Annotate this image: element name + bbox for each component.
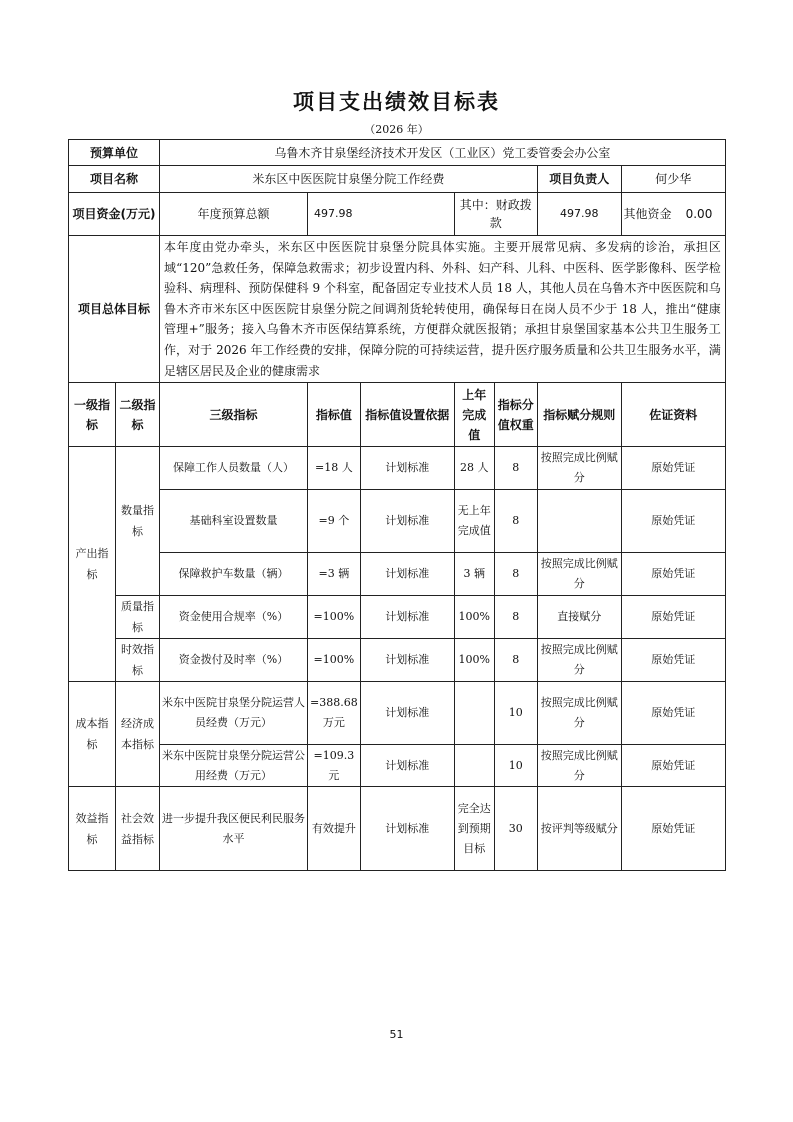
performance-table bbox=[68, 139, 726, 871]
indicator-rule: 按照完成比例赋分 bbox=[537, 553, 621, 596]
page-number: 51 bbox=[389, 1028, 404, 1041]
indicator-evidence: 原始凭证 bbox=[621, 682, 725, 745]
other-funds-label: 其他资金 bbox=[623, 207, 672, 221]
indicator-weight: 30 bbox=[494, 787, 537, 871]
indicator-value: =388.68 万元 bbox=[308, 682, 361, 745]
level2-economic-cost: 经济成本指标 bbox=[116, 682, 160, 787]
annual-total-label: 年度预算总额 bbox=[160, 193, 308, 236]
project-funds-label: 项目资金(万元) bbox=[69, 193, 160, 236]
level2-quantity: 数量指标 bbox=[116, 447, 160, 596]
other-funds-value: 0.00 bbox=[685, 207, 713, 221]
indicator-evidence: 原始凭证 bbox=[621, 639, 725, 682]
project-name-value: 米东区中医医院甘泉堡分院工作经费 bbox=[160, 166, 538, 193]
level2-timeliness: 时效指标 bbox=[116, 639, 160, 682]
indicator-prev: 无上年完成值 bbox=[454, 490, 494, 553]
project-leader-value: 何少华 bbox=[621, 166, 725, 193]
indicator-basis: 计划标准 bbox=[360, 447, 454, 490]
table-row bbox=[69, 490, 726, 553]
year-label: （2026 年） bbox=[364, 123, 429, 136]
indicator-value: =9 个 bbox=[308, 490, 361, 553]
header-level3: 三级指标 bbox=[160, 383, 308, 447]
header-evidence: 佐证资料 bbox=[621, 383, 725, 447]
indicator-rule: 按照完成比例赋分 bbox=[537, 639, 621, 682]
indicator-evidence: 原始凭证 bbox=[621, 447, 725, 490]
indicator-basis: 计划标准 bbox=[360, 682, 454, 745]
fiscal-value: 497.98 bbox=[537, 193, 621, 236]
annual-total-value: 497.98 bbox=[308, 193, 455, 236]
indicator-prev: 100% bbox=[454, 639, 494, 682]
level2-quality: 质量指标 bbox=[116, 596, 160, 639]
indicator-prev: 100% bbox=[454, 596, 494, 639]
indicator-weight: 8 bbox=[494, 596, 537, 639]
level1-benefit: 效益指标 bbox=[69, 787, 116, 871]
indicator-name: 保障救护车数量（辆） bbox=[160, 553, 308, 596]
indicator-basis: 计划标准 bbox=[360, 553, 454, 596]
indicator-rule: 按照完成比例赋分 bbox=[537, 682, 621, 745]
indicator-evidence: 原始凭证 bbox=[621, 596, 725, 639]
budget-unit-label: 预算单位 bbox=[69, 140, 160, 166]
indicator-prev: 完全达到预期目标 bbox=[454, 787, 494, 871]
page-title: 项目支出绩效目标表 bbox=[293, 90, 500, 114]
indicator-prev bbox=[454, 682, 494, 745]
level1-cost: 成本指标 bbox=[69, 682, 116, 787]
indicator-name: 基础科室设置数量 bbox=[160, 490, 308, 553]
indicator-rule bbox=[537, 490, 621, 553]
indicator-weight: 10 bbox=[494, 682, 537, 745]
table-row bbox=[69, 745, 726, 787]
indicator-basis: 计划标准 bbox=[360, 596, 454, 639]
level2-social-benefit: 社会效益指标 bbox=[116, 787, 160, 871]
indicator-basis: 计划标准 bbox=[360, 490, 454, 553]
indicator-name: 米东中医院甘泉堡分院运营公用经费（万元） bbox=[160, 745, 308, 787]
indicator-prev: 3 辆 bbox=[454, 553, 494, 596]
indicator-value: 有效提升 bbox=[308, 787, 361, 871]
level1-output: 产出指标 bbox=[69, 447, 116, 682]
table-row bbox=[69, 553, 726, 596]
indicator-evidence: 原始凭证 bbox=[621, 553, 725, 596]
table-row bbox=[69, 682, 726, 745]
header-rule: 指标赋分规则 bbox=[537, 383, 621, 447]
indicator-value: =109.3 元 bbox=[308, 745, 361, 787]
indicator-evidence: 原始凭证 bbox=[621, 745, 725, 787]
indicator-weight: 8 bbox=[494, 447, 537, 490]
header-prev: 上年完成值 bbox=[454, 383, 494, 447]
indicator-value: =18 人 bbox=[308, 447, 361, 490]
indicator-rule: 按照完成比例赋分 bbox=[537, 447, 621, 490]
indicator-weight: 8 bbox=[494, 553, 537, 596]
header-level2: 二级指标 bbox=[116, 383, 160, 447]
indicator-value: =100% bbox=[308, 596, 361, 639]
indicator-evidence: 原始凭证 bbox=[621, 787, 725, 871]
indicator-value: =3 辆 bbox=[308, 553, 361, 596]
header-value: 指标值 bbox=[308, 383, 361, 447]
table-row bbox=[69, 447, 726, 490]
overall-goal-label: 项目总体目标 bbox=[69, 236, 160, 383]
indicator-prev: 28 人 bbox=[454, 447, 494, 490]
indicator-name: 进一步提升我区便民利民服务水平 bbox=[160, 787, 308, 871]
indicator-basis: 计划标准 bbox=[360, 787, 454, 871]
project-name-label: 项目名称 bbox=[69, 166, 160, 193]
indicator-name: 资金拨付及时率（%） bbox=[160, 639, 308, 682]
indicator-name: 资金使用合规率（%） bbox=[160, 596, 308, 639]
header-weight: 指标分值权重 bbox=[494, 383, 537, 447]
overall-goal-text: 本年度由党办牵头，米东区中医医院甘泉堡分院具体实施。主要开展常见病、多发病的诊治，承担区域“120”急救任务，保障急救需求；初步设置内科、外科、妇产科、儿科、中医科、医学影像科、医学检验科、病理科、预防保健科 9 个科室，配备固定专业技术人员 18 人，其他人员在乌鲁木齐中医医院和乌鲁木齐市米东区中医医院甘泉堡分院之间调剂货轮转使用，确保每日在岗人员不少于 18 人，推出“健康管理+”服务；接入乌鲁木齐市医保结算系统，方便群众就医报销；承担甘泉堡国家基本公共卫生服务工作，对于 2026 年工作经费的安排，保障分院的可持续运营，提升医疗服务质量和公共卫生服务水平，满足辖区居民及企业的健康需求 bbox=[160, 236, 726, 383]
project-leader-label: 项目负责人 bbox=[537, 166, 621, 193]
table-row bbox=[69, 787, 726, 871]
fiscal-label: 其中：财政拨款 bbox=[454, 193, 537, 236]
indicator-weight: 8 bbox=[494, 490, 537, 553]
indicator-rule: 按评判等级赋分 bbox=[537, 787, 621, 871]
indicator-name: 保障工作人员数量（人） bbox=[160, 447, 308, 490]
budget-unit-value: 乌鲁木齐甘泉堡经济技术开发区（工业区）党工委管委会办公室 bbox=[160, 140, 726, 166]
table-row bbox=[69, 596, 726, 639]
table-row bbox=[69, 639, 726, 682]
indicator-evidence: 原始凭证 bbox=[621, 490, 725, 553]
indicator-weight: 8 bbox=[494, 639, 537, 682]
indicator-rule: 直接赋分 bbox=[537, 596, 621, 639]
indicator-basis: 计划标准 bbox=[360, 745, 454, 787]
header-level1: 一级指标 bbox=[69, 383, 116, 447]
indicator-value: =100% bbox=[308, 639, 361, 682]
indicator-basis: 计划标准 bbox=[360, 639, 454, 682]
indicator-name: 米东中医院甘泉堡分院运营人员经费（万元） bbox=[160, 682, 308, 745]
indicator-weight: 10 bbox=[494, 745, 537, 787]
indicator-prev bbox=[454, 745, 494, 787]
indicator-rule: 按照完成比例赋分 bbox=[537, 745, 621, 787]
header-basis: 指标值设置依据 bbox=[360, 383, 454, 447]
